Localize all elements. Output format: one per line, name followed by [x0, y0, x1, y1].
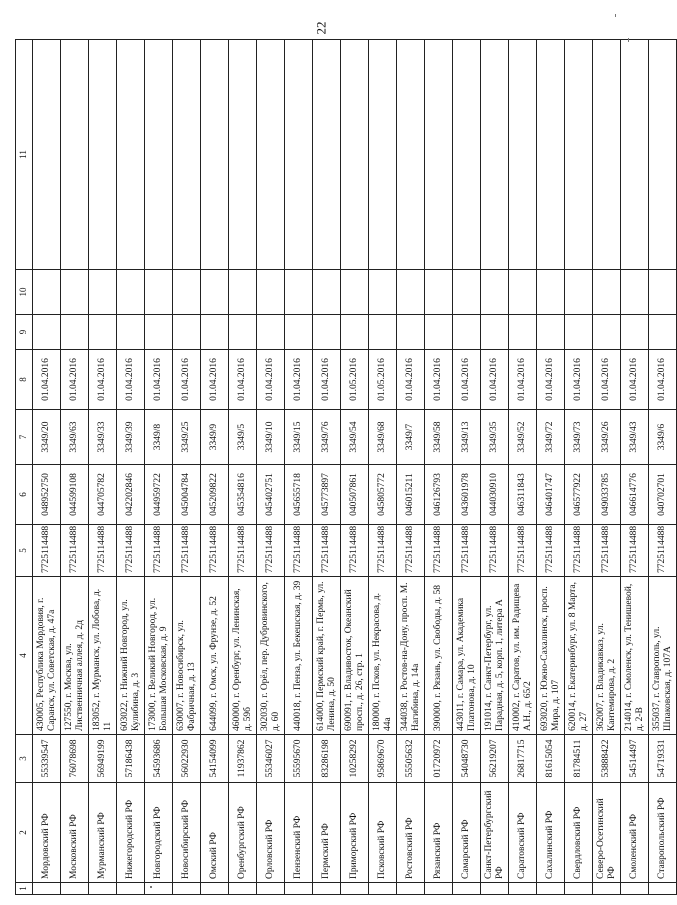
code-cell: 56022930 [173, 735, 201, 783]
blank-cell [173, 883, 201, 895]
blank-cell [33, 315, 61, 350]
blank-cell [453, 315, 481, 350]
blank-cell [481, 883, 509, 895]
inn-cell: 7725114488 [397, 525, 425, 577]
blank-cell [397, 270, 425, 315]
table-row [565, 40, 593, 895]
inn-cell: 7725114488 [89, 525, 117, 577]
inn-cell: 7725114488 [649, 525, 677, 577]
address-cell: 355037, г. Ставрополь, ул. Шпаковская, д. 107А [649, 577, 677, 735]
blank-cell [481, 270, 509, 315]
bik-cell: 046614776 [621, 465, 649, 525]
number-cell: 3349/54 [341, 410, 369, 465]
bik-cell: 042202846 [117, 465, 145, 525]
blank-cell [61, 40, 89, 270]
blank-cell [425, 270, 453, 315]
region-cell: Орловский РФ [257, 783, 285, 883]
bik-cell: 045805772 [369, 465, 397, 525]
blank-cell [285, 883, 313, 895]
inn-cell: 7725114488 [285, 525, 313, 577]
region-cell: Рязанский РФ [425, 783, 453, 883]
address-cell: 460000, г. Оренбург, ул. Ленинская, д. 59б [229, 577, 257, 735]
number-cell: 3349/20 [33, 410, 61, 465]
blank-cell [593, 270, 621, 315]
region-cell: Мордовский РФ [33, 783, 61, 883]
code-cell: 83286198 [313, 735, 341, 783]
number-cell: 3349/58 [425, 410, 453, 465]
region-cell: Пензенский РФ [285, 783, 313, 883]
date-cell: 01.04.2016 [313, 350, 341, 410]
number-cell: 3349/26 [593, 410, 621, 465]
code-cell: 54593686 [145, 735, 173, 783]
blank-cell [593, 40, 621, 270]
blank-cell [621, 883, 649, 895]
blank-cell [145, 883, 173, 895]
code-cell: 81784511 [565, 735, 593, 783]
inn-cell: 7725114488 [145, 525, 173, 577]
blank-cell [565, 315, 593, 350]
blank-cell [173, 40, 201, 270]
blank-cell [649, 315, 677, 350]
bik-cell: 040702701 [649, 465, 677, 525]
blank-cell [117, 40, 145, 270]
blank-cell [89, 40, 117, 270]
number-cell: 3349/73 [565, 410, 593, 465]
date-cell: 01.05.2016 [341, 350, 369, 410]
blank-cell [201, 270, 229, 315]
bik-cell: 045209822 [201, 465, 229, 525]
region-cell: Санкт-Петербургский РФ [481, 783, 509, 883]
blank-cell [229, 315, 257, 350]
address-cell: 693020, г. Южно-Сахалинск, просп. Мира, д. 107 [537, 577, 565, 735]
rotated-table-container [15, 40, 673, 895]
blank-cell [89, 270, 117, 315]
table-row [649, 40, 677, 895]
number-cell: 3349/10 [257, 410, 285, 465]
code-cell: 54719331 [649, 735, 677, 783]
blank-cell [145, 270, 173, 315]
blank-cell [509, 270, 537, 315]
inn-cell: 7725114488 [453, 525, 481, 577]
bik-cell: 040507861 [341, 465, 369, 525]
bik-cell: 046577922 [565, 465, 593, 525]
inn-cell: 7725114488 [425, 525, 453, 577]
bik-cell: 045773897 [313, 465, 341, 525]
date-cell: 01.04.2016 [285, 350, 313, 410]
blank-cell [481, 40, 509, 270]
region-cell: Псковский РФ [369, 783, 397, 883]
region-cell: Приморский РФ [341, 783, 369, 883]
code-cell: 11937862 [229, 735, 257, 783]
table-row [61, 40, 89, 895]
page-number: 22 [313, 21, 329, 35]
table-row [201, 40, 229, 895]
bik-cell: 048952750 [33, 465, 61, 525]
date-cell: 01.04.2016 [453, 350, 481, 410]
blank-cell [285, 270, 313, 315]
address-cell: 302030, г. Орёл, пер. Дубровинского, д. 60 [257, 577, 285, 735]
number-cell: 3349/13 [453, 410, 481, 465]
blank-cell [425, 315, 453, 350]
blank-cell [341, 883, 369, 895]
blank-cell [173, 315, 201, 350]
date-cell: 01.04.2016 [61, 350, 89, 410]
number-cell: 3349/7 [397, 410, 425, 465]
blank-cell [369, 270, 397, 315]
code-cell: 76078698 [61, 735, 89, 783]
date-cell: 01.04.2016 [649, 350, 677, 410]
table-row [33, 40, 61, 895]
region-cell: Самарский РФ [453, 783, 481, 883]
bik-cell: 045004784 [173, 465, 201, 525]
region-cell: Новгородский РФ [145, 783, 173, 883]
blank-cell [173, 270, 201, 315]
number-cell: 3349/9 [201, 410, 229, 465]
date-cell: 01.04.2016 [565, 350, 593, 410]
address-cell: 644099, г. Омск, ул. Фрунзе, д. 52 [201, 577, 229, 735]
inn-cell: 7725114488 [61, 525, 89, 577]
address-cell: 362007, г. Владикавказ, ул. Кантемирова, д. 2 [593, 577, 621, 735]
blank-cell [565, 270, 593, 315]
table-row [285, 40, 313, 895]
region-cell: Мурманский РФ [89, 783, 117, 883]
code-cell: 01720972 [425, 735, 453, 783]
address-cell: 183052, г. Мурманск, ул. Лобова, д. 11 [89, 577, 117, 735]
inn-cell: 7725114488 [341, 525, 369, 577]
table-row [229, 40, 257, 895]
code-cell: 55339547 [33, 735, 61, 783]
col-number: 3 [16, 735, 33, 783]
blank-cell [593, 315, 621, 350]
address-cell: 344038, г. Ростов-на-Дону, просп. М. Нагибина, д. 14а [397, 577, 425, 735]
code-cell: 53888422 [593, 735, 621, 783]
address-cell: 620014, г. Екатеринбург, ул. 8 Марта, д. 27 [565, 577, 593, 735]
inn-cell: 7725114488 [117, 525, 145, 577]
address-cell: 430005, Республика Мордовия, г. Саранск, ул. Советская, д. 47а [33, 577, 61, 735]
blank-cell [117, 883, 145, 895]
scan-speck [628, 38, 629, 42]
inn-cell: 7725114488 [621, 525, 649, 577]
scan-speck [150, 886, 152, 888]
address-cell: 173000, г. Великий Новгород, ул. Большая Московская, д. 9 [145, 577, 173, 735]
number-cell: 3349/35 [481, 410, 509, 465]
bik-cell: 049033785 [593, 465, 621, 525]
table-row [397, 40, 425, 895]
table-body [33, 40, 677, 895]
bik-cell: 046401747 [537, 465, 565, 525]
col-number: 5 [16, 525, 33, 577]
table-row [481, 40, 509, 895]
blank-cell [621, 40, 649, 270]
number-cell: 3349/8 [145, 410, 173, 465]
blank-cell [145, 315, 173, 350]
blank-cell [425, 40, 453, 270]
code-cell: 56219207 [481, 735, 509, 783]
blank-cell [33, 40, 61, 270]
number-cell: 3349/6 [649, 410, 677, 465]
date-cell: 01.04.2016 [89, 350, 117, 410]
address-cell: 191014, г. Санкт-Петербург, ул. Парадная, д. 5, корп. 1, литера А [481, 577, 509, 735]
address-cell: 630007, г. Новосибирск, ул. Фабричная, д. 13 [173, 577, 201, 735]
inn-cell: 7725114488 [509, 525, 537, 577]
inn-cell: 7725114488 [173, 525, 201, 577]
table-row [313, 40, 341, 895]
bik-cell: 044599108 [61, 465, 89, 525]
blank-cell [397, 40, 425, 270]
code-cell: 54514497 [621, 735, 649, 783]
inn-cell: 7725114488 [201, 525, 229, 577]
table-row [341, 40, 369, 895]
region-cell: Смоленский РФ [621, 783, 649, 883]
number-cell: 3349/39 [117, 410, 145, 465]
blank-cell [341, 40, 369, 270]
blank-cell [565, 40, 593, 270]
table-row [173, 40, 201, 895]
blank-cell [201, 315, 229, 350]
inn-cell: 7725114488 [229, 525, 257, 577]
code-cell: 55505632 [397, 735, 425, 783]
blank-cell [229, 40, 257, 270]
region-cell: Нижегородский РФ [117, 783, 145, 883]
blank-cell [453, 40, 481, 270]
number-cell: 3349/68 [369, 410, 397, 465]
date-cell: 01.04.2016 [257, 350, 285, 410]
col-number: 10 [16, 270, 33, 315]
blank-cell [285, 40, 313, 270]
blank-cell [201, 40, 229, 270]
table-row [257, 40, 285, 895]
code-cell: 55346027 [257, 735, 285, 783]
date-cell: 01.05.2016 [369, 350, 397, 410]
blank-cell [257, 315, 285, 350]
address-cell: 390000, г. Рязань, ул. Свободы, д. 58 [425, 577, 453, 735]
table-row [593, 40, 621, 895]
date-cell: 01.04.2016 [229, 350, 257, 410]
address-cell: 410002, г. Саратов, ул. им. Радищева А.Н., д. 65/2 [509, 577, 537, 735]
blank-cell [565, 883, 593, 895]
blank-cell [201, 883, 229, 895]
col-number: 2 [16, 783, 33, 883]
date-cell: 01.04.2016 [621, 350, 649, 410]
number-cell: 3349/43 [621, 410, 649, 465]
blank-cell [313, 883, 341, 895]
number-cell: 3349/15 [285, 410, 313, 465]
address-cell: 443011, г. Самара, ул. Академика Платонова, д. 10 [453, 577, 481, 735]
date-cell: 01.04.2016 [425, 350, 453, 410]
inn-cell: 7725114488 [257, 525, 285, 577]
region-cell: Московский РФ [61, 783, 89, 883]
blank-cell [285, 315, 313, 350]
region-cell: Ставропольский РФ [649, 783, 677, 883]
address-cell: 690091, г. Владивосток, Океанский просп., д. 26, стр. 1 [341, 577, 369, 735]
date-cell: 01.04.2016 [145, 350, 173, 410]
blank-cell [341, 270, 369, 315]
table-row [425, 40, 453, 895]
blank-cell [229, 270, 257, 315]
blank-cell [89, 315, 117, 350]
inn-cell: 7725114488 [565, 525, 593, 577]
table-row [509, 40, 537, 895]
blank-cell [453, 270, 481, 315]
number-cell: 3349/63 [61, 410, 89, 465]
code-cell: 56949199 [89, 735, 117, 783]
scan-speck [615, 14, 616, 17]
blank-cell [537, 40, 565, 270]
address-cell: 603022, г. Нижний Новгород, ул. Кулибина, д. 3 [117, 577, 145, 735]
region-cell: Северо-Осетинский РФ [593, 783, 621, 883]
table-row [89, 40, 117, 895]
region-cell: Оренбургский РФ [229, 783, 257, 883]
table-row [145, 40, 173, 895]
bik-cell: 044705782 [89, 465, 117, 525]
bik-cell: 045655718 [285, 465, 313, 525]
blank-cell [509, 883, 537, 895]
bik-cell: 044030910 [481, 465, 509, 525]
inn-cell: 7725114488 [369, 525, 397, 577]
date-cell: 01.04.2016 [201, 350, 229, 410]
blank-cell [649, 40, 677, 270]
blank-cell [621, 315, 649, 350]
blank-cell [145, 40, 173, 270]
code-cell: 10258292 [341, 735, 369, 783]
table-row [117, 40, 145, 895]
col-number: 11 [16, 40, 33, 270]
region-cell: Саратовский РФ [509, 783, 537, 883]
region-cell: Омский РФ [201, 783, 229, 883]
blank-cell [33, 883, 61, 895]
date-cell: 01.04.2016 [593, 350, 621, 410]
blank-cell [397, 883, 425, 895]
blank-cell [621, 270, 649, 315]
region-cell: Новосибирский РФ [173, 783, 201, 883]
number-cell: 3349/52 [509, 410, 537, 465]
col-number: 7 [16, 410, 33, 465]
blank-cell [453, 883, 481, 895]
blank-cell [649, 883, 677, 895]
blank-cell [257, 883, 285, 895]
col-number: 8 [16, 350, 33, 410]
bik-cell: 046126793 [425, 465, 453, 525]
column-number-row [16, 40, 33, 895]
table-row [621, 40, 649, 895]
blank-cell [593, 883, 621, 895]
register-table [15, 39, 677, 895]
table-row [537, 40, 565, 895]
blank-cell [61, 270, 89, 315]
bik-cell: 046015211 [397, 465, 425, 525]
inn-cell: 7725114488 [33, 525, 61, 577]
date-cell: 01.04.2016 [33, 350, 61, 410]
blank-cell [649, 270, 677, 315]
inn-cell: 7725114488 [481, 525, 509, 577]
code-cell: 55595670 [285, 735, 313, 783]
blank-cell [369, 883, 397, 895]
bik-cell: 043601978 [453, 465, 481, 525]
col-number: 1 [16, 883, 33, 895]
blank-cell [117, 315, 145, 350]
bik-cell: 046311843 [509, 465, 537, 525]
blank-cell [229, 883, 257, 895]
date-cell: 01.04.2016 [397, 350, 425, 410]
date-cell: 01.04.2016 [481, 350, 509, 410]
number-cell: 3349/33 [89, 410, 117, 465]
code-cell: 81615054 [537, 735, 565, 783]
blank-cell [341, 315, 369, 350]
code-cell: 57186438 [117, 735, 145, 783]
blank-cell [397, 315, 425, 350]
bik-cell: 044959722 [145, 465, 173, 525]
blank-cell [537, 883, 565, 895]
blank-cell [61, 883, 89, 895]
table-row [369, 40, 397, 895]
blank-cell [89, 883, 117, 895]
region-cell: Пермский РФ [313, 783, 341, 883]
address-cell: 214014, г. Смоленск, ул. Тенишевой, д. 2-В [621, 577, 649, 735]
blank-cell [257, 270, 285, 315]
date-cell: 01.04.2016 [173, 350, 201, 410]
inn-cell: 7725114488 [537, 525, 565, 577]
date-cell: 01.04.2016 [537, 350, 565, 410]
col-number: 6 [16, 465, 33, 525]
address-cell: 180000, г. Псков, ул. Некрасова, д. 44а [369, 577, 397, 735]
col-number: 4 [16, 577, 33, 735]
region-cell: Свердловский РФ [565, 783, 593, 883]
address-cell: 440018, г. Пенза, ул. Бекешская, д. 39 [285, 577, 313, 735]
blank-cell [481, 315, 509, 350]
blank-cell [257, 40, 285, 270]
blank-cell [537, 315, 565, 350]
address-cell: 614000, Пермский край, г. Пермь, ул. Ленина, д. 50 [313, 577, 341, 735]
number-cell: 3349/72 [537, 410, 565, 465]
address-cell: 127550, г. Москва, ул. Лиственничная аллея, д. 2д [61, 577, 89, 735]
number-cell: 3349/25 [173, 410, 201, 465]
code-cell: 95869670 [369, 735, 397, 783]
blank-cell [117, 270, 145, 315]
blank-cell [369, 40, 397, 270]
code-cell: 26817715 [509, 735, 537, 783]
code-cell: 54154099 [201, 735, 229, 783]
blank-cell [313, 315, 341, 350]
table-row [453, 40, 481, 895]
code-cell: 54048730 [453, 735, 481, 783]
inn-cell: 7725114488 [593, 525, 621, 577]
region-cell: Ростовский РФ [397, 783, 425, 883]
date-cell: 01.04.2016 [509, 350, 537, 410]
blank-cell [509, 315, 537, 350]
inn-cell: 7725114488 [313, 525, 341, 577]
bik-cell: 045402751 [257, 465, 285, 525]
blank-cell [537, 270, 565, 315]
blank-cell [61, 315, 89, 350]
blank-cell [369, 315, 397, 350]
blank-cell [509, 40, 537, 270]
blank-cell [33, 270, 61, 315]
region-cell: Сахалинский РФ [537, 783, 565, 883]
number-cell: 3349/76 [313, 410, 341, 465]
number-cell: 3349/5 [229, 410, 257, 465]
blank-cell [313, 270, 341, 315]
blank-cell [425, 883, 453, 895]
date-cell: 01.04.2016 [117, 350, 145, 410]
bik-cell: 045354816 [229, 465, 257, 525]
col-number: 9 [16, 315, 33, 350]
blank-cell [313, 40, 341, 270]
